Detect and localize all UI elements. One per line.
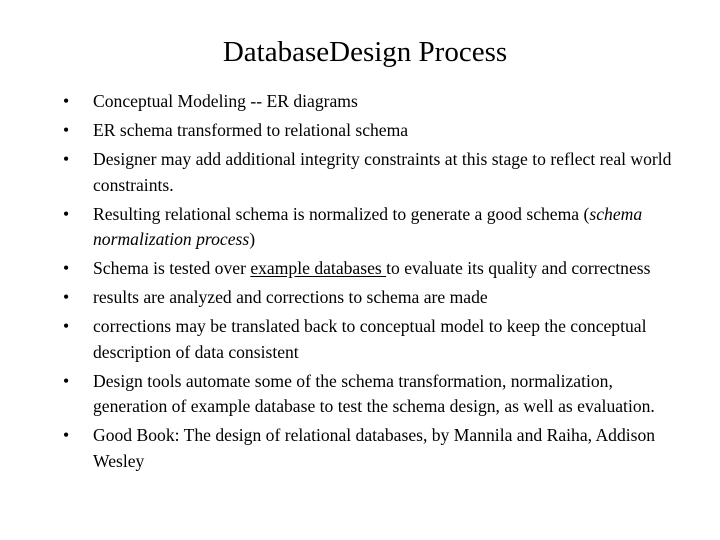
italic-phrase: schema normalization process [93, 203, 643, 250]
bullet-icon: • [63, 425, 70, 446]
bullet-list [63, 89, 683, 478]
bullet-icon: • [63, 148, 70, 169]
list-item [63, 314, 683, 365]
list-item [63, 202, 683, 253]
list-item [63, 423, 683, 474]
bullet-icon: • [63, 91, 70, 111]
bullet-text-part: Resulting relational schema is normalized to generate a good schema ( [93, 203, 590, 224]
bullet-icon: • [63, 316, 70, 337]
slide-title: DatabaseDesign Process [222, 36, 508, 68]
bullet-icon: • [63, 370, 70, 391]
list-item [63, 369, 683, 420]
list-item [63, 147, 683, 198]
list-item [63, 285, 683, 311]
list-item [63, 256, 683, 282]
bullet-text [93, 258, 650, 278]
bullet-text [93, 204, 642, 250]
bullet-text: Conceptual Modeling -- ER diagrams [93, 91, 358, 111]
list-item [63, 89, 683, 115]
bullet-text-part: to evaluate its quality and correctness [386, 258, 651, 279]
bullet-icon: • [63, 258, 70, 279]
bullet-text-part: ) [249, 229, 256, 250]
bullet-icon: • [63, 119, 70, 140]
bullet-text: Good Book: The design of relational databases, by Mannila and Raiha, Addison Wesley [93, 425, 656, 471]
bullet-text: corrections may be translated back to conceptual model to keep the conceptual description of data consistent [93, 316, 647, 362]
bullet-icon: • [63, 203, 70, 224]
bullet-text: results are analyzed and corrections to schema are made [93, 287, 488, 308]
bullet-text: Designer may add additional integrity constraints at this stage to reflect real world constraints. [93, 148, 672, 195]
bullet-text-part: Schema is tested over [93, 258, 251, 279]
underlined-link[interactable]: example databases [250, 258, 387, 279]
bullet-text: ER schema transformed to relational schema [93, 119, 409, 140]
bullet-icon: • [63, 287, 70, 308]
bullet-text: Design tools automate some of the schema transformation, normalization, generation of example database to test the schema design, as well as evaluation. [93, 370, 655, 417]
list-item [63, 118, 683, 144]
